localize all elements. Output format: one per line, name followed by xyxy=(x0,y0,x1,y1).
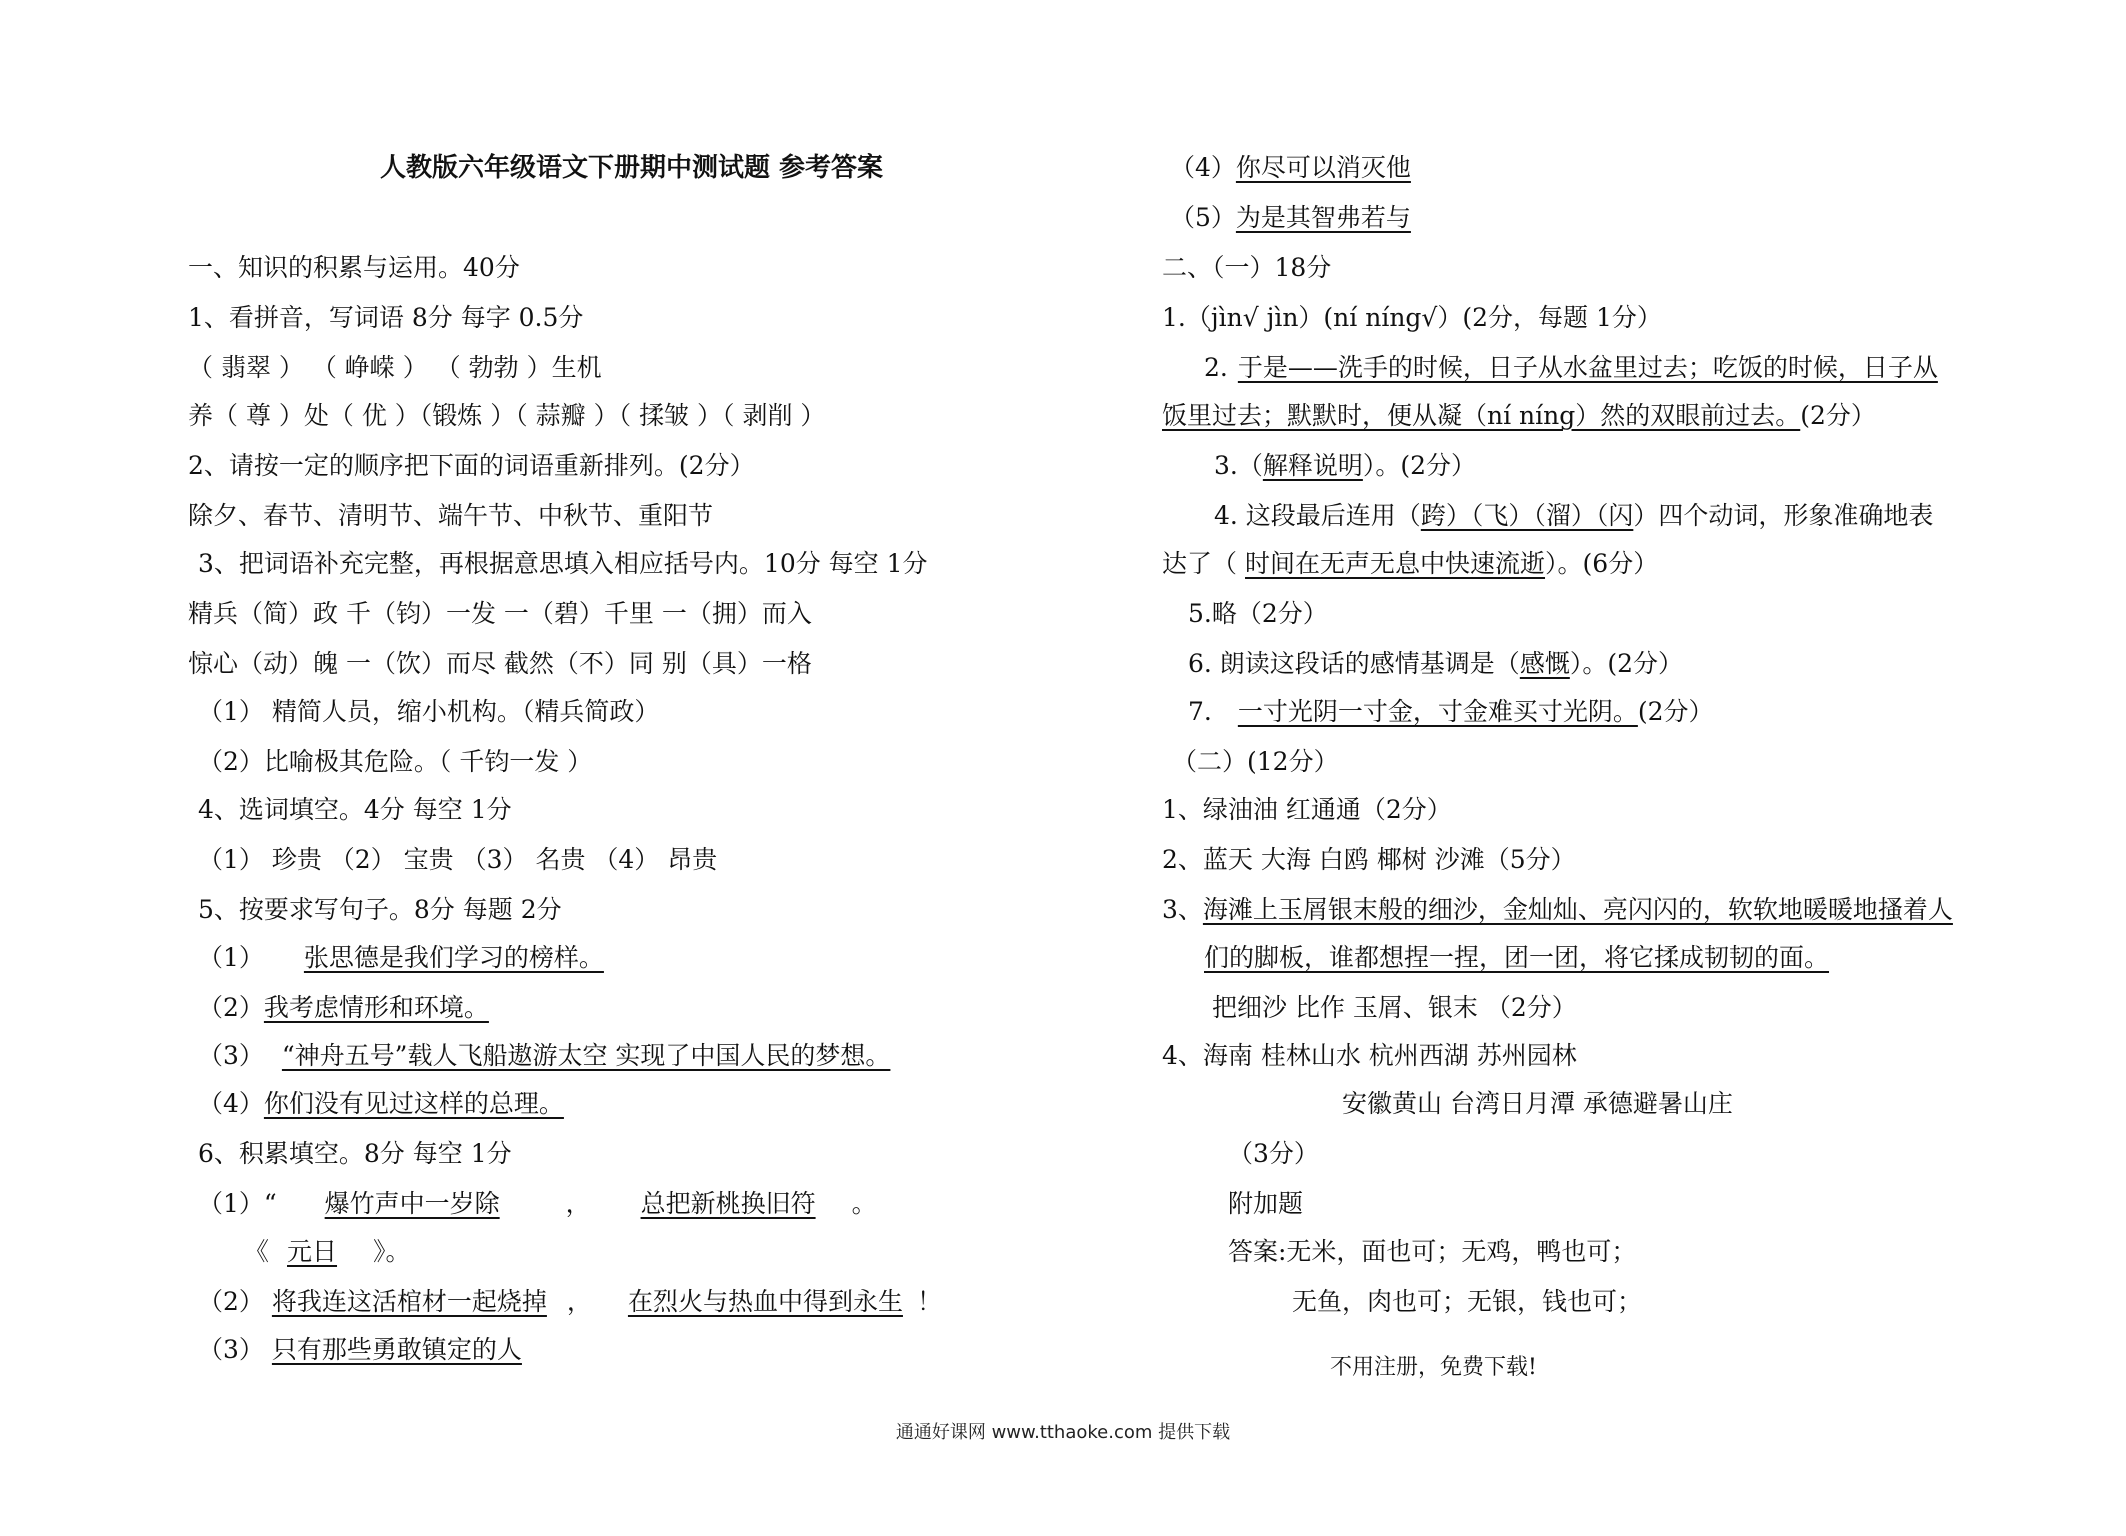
r-q2-score: (2分） xyxy=(1800,401,1876,430)
r2-q3-note: 把细沙 比作 玉屑、银末 （2分） xyxy=(1212,993,1577,1022)
r-q4b-score: ）。(6分） xyxy=(1545,549,1659,578)
q5-heading: 5、按要求写句子。8分 每题 2分 xyxy=(198,895,562,924)
r2-q1: 1、绿油油 红通通（2分） xyxy=(1162,795,1452,824)
q5-answer-1: 张思德是我们学习的榜样。 xyxy=(303,943,604,972)
r-q2-answer: 于是——洗手的时候，日子从水盆里过去；吃饭的时候，日子从 xyxy=(1237,353,1938,382)
q3-heading: 3、把词语补充完整，再根据意思填入相应括号内。10分 每空 1分 xyxy=(198,549,928,578)
q4-heading: 4、选词填空。4分 每空 1分 xyxy=(198,795,512,824)
r2-q3-answer: 海滩上玉屑银末般的细沙，金灿灿、亮闪闪的，软软地暖暖地搔着人 xyxy=(1202,895,1953,924)
q6-num-5: （5） xyxy=(1170,203,1236,232)
r-q3-score: ）。(2分） xyxy=(1362,451,1477,480)
q6-num-2: （2） xyxy=(198,1287,264,1316)
r-q7-answer: 一寸光阴一寸金，寸金难买寸光阴。 xyxy=(1237,697,1638,726)
r-q2 xyxy=(1204,352,1938,384)
q6-item-3 xyxy=(198,1334,522,1366)
q6-item-2 xyxy=(198,1286,942,1318)
section-2b-heading: （二）(12分） xyxy=(1172,747,1339,776)
q4-answer: （1） 珍贵 （2） 宝贵 （3） 名贵 （4） 昂贵 xyxy=(198,845,718,874)
q1-line2: 养（ 尊 ）处（ 优 ）（锻炼 ）（ 蒜瓣 ）（ 揉皱 ）（ 剥削 ） xyxy=(188,401,826,430)
q6-num-1: （1）“ xyxy=(198,1189,277,1218)
free-download-note: 不用注册，免费下载! xyxy=(1330,1355,1537,1380)
q6-answer-3: 只有那些勇敢镇定的人 xyxy=(271,1335,522,1364)
r2-q2: 2、蓝天 大海 白鸥 椰树 沙滩（5分） xyxy=(1162,845,1576,874)
q6-item-1-source xyxy=(244,1236,411,1268)
r-q3-answer: 解释说明 xyxy=(1262,451,1363,480)
q3-line1: 精兵（简）政 千（钧）一发 一（碧）千里 一（拥）而入 xyxy=(188,599,812,628)
bonus-answer-2: 无鱼，肉也可；无银，钱也可； xyxy=(1292,1287,1643,1316)
q5-sentence-3 xyxy=(198,1040,940,1072)
q2-heading: 2、请按一定的顺序把下面的词语重新排列。(2分） xyxy=(188,451,755,480)
r2-q3-num: 3、 xyxy=(1162,895,1203,924)
r2-q3-answer-cont: 们的脚板，谁都想捏一捏，团一团，将它揉成韧韧的面。 xyxy=(1204,943,1830,972)
q5-num-4: （4） xyxy=(198,1089,264,1118)
page-title: 人教版六年级语文下册期中测试题 参考答案 xyxy=(380,153,884,183)
poem-line-1: 爆竹声中一岁除 xyxy=(324,1189,500,1218)
r-q1: 1.（jìn√ jìn）(ní níng√）(2分，每题 1分） xyxy=(1162,303,1662,332)
r-q4 xyxy=(1214,500,1933,532)
r2-q4: 4、海南 桂林山水 杭州西湖 苏州园林 xyxy=(1162,1041,1577,1070)
r-q6 xyxy=(1188,648,1683,680)
book-bracket-open: 《 xyxy=(244,1237,270,1266)
r-q4-tail: ）四个动词，形象准确地表 xyxy=(1633,501,1934,530)
q1-line1: （ 翡翠 ） （ 峥嵘 ） （ 勃勃 ）生机 xyxy=(188,353,602,382)
q6-answer-2b: 在烈火与热血中得到永生 xyxy=(627,1287,903,1316)
section-2-heading: 二、（一）18分 xyxy=(1162,253,1332,282)
r2-q3 xyxy=(1162,894,1953,926)
r-q3 xyxy=(1214,450,1476,482)
q5-answer-4: 你们没有见过这样的总理。 xyxy=(263,1089,564,1118)
page-footer: 通通好课网 www.tthaoke.com 提供下载 xyxy=(895,1422,1231,1443)
q6-answer-5: 为是其智弗若与 xyxy=(1235,203,1411,232)
book-bracket-close: 》。 xyxy=(373,1237,411,1266)
q6-item-1 xyxy=(198,1188,877,1220)
q5-answer-3: “神舟五号”载人飞船遨游太空 实现了中国人民的梦想。 xyxy=(281,1041,891,1070)
q1-heading: 1、看拼音，写词语 8分 每字 0.5分 xyxy=(188,303,584,332)
r-q5: 5.略（2分） xyxy=(1188,599,1328,628)
r-q4b-text: 达了（ xyxy=(1162,549,1238,578)
q6-heading: 6、积累填空。8分 每空 1分 xyxy=(198,1139,512,1168)
q5-answer-2: 我考虑情形和环境。 xyxy=(263,993,489,1022)
section-1-heading: 一、知识的积累与运用。40分 xyxy=(188,253,520,282)
r-q2-answer-cont: 饭里过去；默默时，便从凝（ní níng）然的双眼前过去。 xyxy=(1162,401,1801,430)
q3-sub1: （1） 精简人员，缩小机构。（精兵简政） xyxy=(198,697,660,726)
r2-q4-cont: 安徽黄山 台湾日月潭 承德避暑山庄 xyxy=(1342,1089,1733,1118)
r-q7-score: (2分） xyxy=(1637,697,1714,726)
q5-sentence-2 xyxy=(198,992,537,1024)
r-q6-text: 6. 朗读这段话的感情基调是（ xyxy=(1188,649,1520,678)
r-q4-cont xyxy=(1162,548,1658,580)
r-q4b-answer: 时间在无声无息中快速流逝 xyxy=(1245,549,1546,578)
poem-title: 元日 xyxy=(287,1237,338,1266)
q6-item-4 xyxy=(1170,152,1411,184)
q6-num-4: （4） xyxy=(1170,153,1236,182)
q6-item-5 xyxy=(1170,202,1411,234)
r-q4-text: 4. 这段最后连用（ xyxy=(1214,501,1421,530)
period: 。 xyxy=(851,1189,877,1218)
r-q2-cont xyxy=(1162,400,1876,432)
r-q7 xyxy=(1188,696,1714,728)
r-q7-num: 7. xyxy=(1188,697,1212,726)
r-q2-num: 2. xyxy=(1204,353,1228,382)
q6-answer-2a: 将我连这活棺材一起烧掉 xyxy=(271,1287,547,1316)
comma: ， xyxy=(565,1189,591,1218)
q3-sub2: （2）比喻极其危险。（ 千钧一发 ） xyxy=(198,747,593,776)
r-q6-score: ）。(2分） xyxy=(1569,649,1683,678)
exclaim: ！ xyxy=(916,1287,942,1316)
q5-num-3: （3） xyxy=(198,1041,264,1070)
bonus-heading: 附加题 xyxy=(1228,1189,1304,1218)
q5-num-1: （1） xyxy=(198,943,264,972)
q6-num-3: （3） xyxy=(198,1335,264,1364)
r-q4-verbs: 跨）（飞）（溜）（闪 xyxy=(1420,501,1634,530)
r2-q3-cont xyxy=(1204,942,1829,974)
q3-line2: 惊心（动）魄 一（饮）而尽 截然（不）同 别（具）一格 xyxy=(188,649,812,678)
q5-num-2: （2） xyxy=(198,993,264,1022)
r2-q4-score: （3分） xyxy=(1228,1139,1319,1168)
q2-answer: 除夕、春节、清明节、端午节、中秋节、重阳节 xyxy=(188,501,714,530)
r-q6-answer: 感慨 xyxy=(1519,649,1570,678)
comma-2: ， xyxy=(566,1287,592,1316)
q6-answer-4: 你尽可以消灭他 xyxy=(1235,153,1411,182)
q5-sentence-4 xyxy=(198,1088,576,1120)
q5-sentence-1 xyxy=(198,942,704,974)
bonus-answer-1: 答案:无米，面也可；无鸡，鸭也可； xyxy=(1228,1237,1637,1266)
poem-line-2: 总把新桃换旧符 xyxy=(640,1189,816,1218)
r-q3-num: 3.（ xyxy=(1214,451,1263,480)
